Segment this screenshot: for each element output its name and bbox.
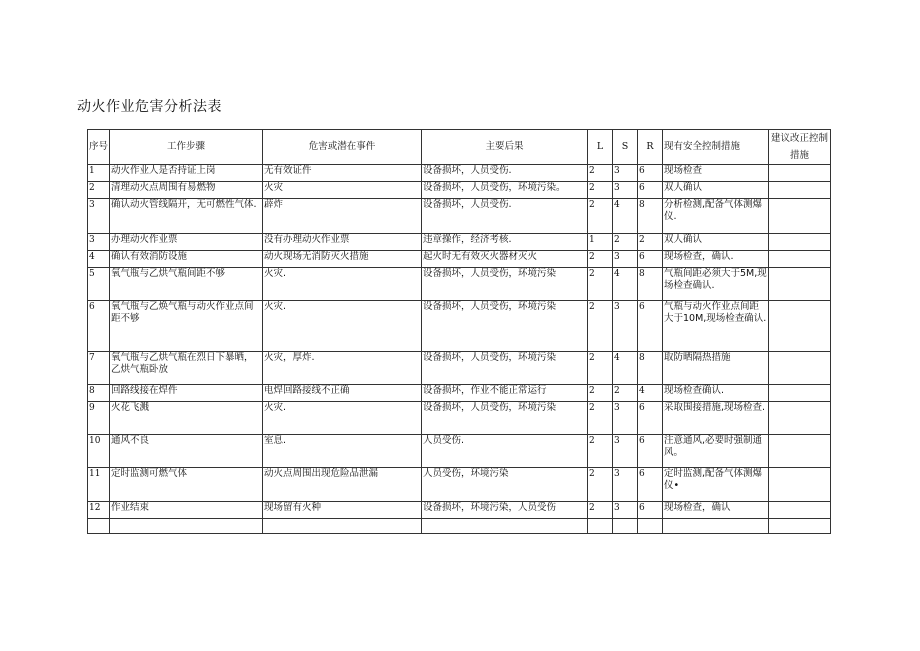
cell-step: 确认动火管线隔开，无可燃性气体. [110, 199, 263, 234]
cell-step: 氧气瓶与乙烘气瓶在烈日下暴晒，乙烘气瓶卧放 [110, 352, 263, 385]
table-row [88, 234, 831, 251]
cell-consequence: 设备损坏，人员受伤. [422, 165, 588, 182]
cell-step: 通风不良 [110, 435, 263, 468]
cell-seq: 1 [88, 165, 110, 182]
table-row [88, 502, 831, 519]
cell-s: 3 [613, 182, 638, 199]
table-row [88, 402, 831, 435]
cell-r: 6 [638, 502, 663, 519]
cell-l: 2 [588, 435, 613, 468]
cell-controls: 采取围接措施,现场检查. [663, 402, 769, 435]
cell-controls: 现场检查确认. [663, 385, 769, 402]
cell-r: 6 [638, 468, 663, 502]
cell-suggest [769, 385, 831, 402]
cell-r: 6 [638, 182, 663, 199]
cell-suggest [769, 352, 831, 385]
header-r: R [638, 130, 663, 165]
cell-consequence: 起火时无有效灭火器材灭火 [422, 251, 588, 268]
header-hazard: 危害或潜在事件 [263, 130, 422, 165]
table-row [88, 468, 831, 502]
cell-consequence: 设备损坏，人员受伤，环境污染 [422, 402, 588, 435]
cell-hazard: 薜炸 [263, 199, 422, 234]
cell-step: 清理动火点周围有易燃物 [110, 182, 263, 199]
cell-step: 确认有效消防设施 [110, 251, 263, 268]
cell-step: 氧气瓶与乙烘气瓶间距不够 [110, 268, 263, 301]
cell-consequence: 设备损坏，人员受伤，环境污染。 [422, 182, 588, 199]
cell-s: 2 [613, 385, 638, 402]
cell-r: 6 [638, 251, 663, 268]
cell-hazard: 现场留有火种 [263, 502, 422, 519]
cell-s: 4 [613, 268, 638, 301]
cell-l: 2 [588, 301, 613, 352]
cell-hazard: 室息. [263, 435, 422, 468]
cell-seq: 3 [88, 234, 110, 251]
cell-controls: 取防晒隔热措施 [663, 352, 769, 385]
cell-suggest [769, 502, 831, 519]
cell-hazard: 火灾，厚炸. [263, 352, 422, 385]
cell-r [638, 519, 663, 534]
page-title: 动火作业危害分析法表 [77, 99, 222, 115]
cell-s: 4 [613, 199, 638, 234]
cell-suggest [769, 268, 831, 301]
cell-seq: 9 [88, 402, 110, 435]
cell-consequence: 设备损坏，人员受伤，环境污染 [422, 352, 588, 385]
cell-seq: 7 [88, 352, 110, 385]
cell-controls [663, 519, 769, 534]
cell-l: 2 [588, 385, 613, 402]
cell-r: 8 [638, 199, 663, 234]
cell-consequence: 人员受伤，环境污染 [422, 468, 588, 502]
cell-l: 2 [588, 251, 613, 268]
cell-consequence: 设备损坏，人员受伤. [422, 199, 588, 234]
cell-s: 3 [613, 251, 638, 268]
cell-step: 氧气瓶与乙焕气瓶与动火作业点间距不够 [110, 301, 263, 352]
cell-hazard: 动火现场无消防灭火措施 [263, 251, 422, 268]
cell-s: 2 [613, 234, 638, 251]
cell-s: 3 [613, 402, 638, 435]
table-row [88, 352, 831, 385]
cell-controls: 现场检查 [663, 165, 769, 182]
cell-hazard [263, 519, 422, 534]
cell-l: 2 [588, 468, 613, 502]
table-row [88, 268, 831, 301]
cell-step: 办理动火作业票 [110, 234, 263, 251]
cell-suggest [769, 519, 831, 534]
cell-seq: 8 [88, 385, 110, 402]
cell-r: 6 [638, 402, 663, 435]
cell-s: 3 [613, 502, 638, 519]
table-row [88, 199, 831, 234]
header-row [88, 130, 831, 165]
cell-step: 火花飞溅 [110, 402, 263, 435]
cell-hazard: 电焊回路接线不正确 [263, 385, 422, 402]
cell-suggest [769, 468, 831, 502]
cell-r: 6 [638, 165, 663, 182]
cell-r: 6 [638, 301, 663, 352]
cell-hazard: 火灾. [263, 268, 422, 301]
cell-hazard: 无有效证件 [263, 165, 422, 182]
header-suggest: 建议改正控制措施 [769, 130, 831, 165]
cell-l: 2 [588, 199, 613, 234]
cell-controls: 分析检测,配备气体测爆仪. [663, 199, 769, 234]
cell-s: 3 [613, 435, 638, 468]
cell-l: 2 [588, 402, 613, 435]
cell-controls: 双人确认 [663, 234, 769, 251]
cell-step: 回路线接在焊件 [110, 385, 263, 402]
cell-seq: 2 [88, 182, 110, 199]
cell-hazard: 动火点周围出现危险品泄漏 [263, 468, 422, 502]
cell-controls: 气瓶与动火作业点间距大于10M,现场检查确认. [663, 301, 769, 352]
header-seq: 序号 [88, 130, 110, 165]
header-s: S [613, 130, 638, 165]
cell-l: 2 [588, 182, 613, 199]
cell-l: 2 [588, 165, 613, 182]
table-row [88, 519, 831, 534]
cell-s: 3 [613, 165, 638, 182]
cell-l [588, 519, 613, 534]
cell-seq [88, 519, 110, 534]
cell-hazard: 没有办理动火作业票 [263, 234, 422, 251]
cell-r: 4 [638, 385, 663, 402]
table-row [88, 251, 831, 268]
cell-controls: 现场检查，确认. [663, 251, 769, 268]
cell-hazard: 火灾 [263, 182, 422, 199]
cell-suggest [769, 234, 831, 251]
table-row [88, 385, 831, 402]
cell-s [613, 519, 638, 534]
cell-controls: 气瓶间距必须大于5M,现场检查确认. [663, 268, 769, 301]
cell-seq: 12 [88, 502, 110, 519]
cell-r: 8 [638, 268, 663, 301]
header-controls: 现有安全控制措施 [663, 130, 769, 165]
cell-consequence: 设备损坏，人员受伤，环境污染 [422, 268, 588, 301]
cell-consequence: 设备损坏，作业不能正常运行 [422, 385, 588, 402]
header-consequence: 主要后果 [422, 130, 588, 165]
header-l: L [588, 130, 613, 165]
cell-step: 作业结束 [110, 502, 263, 519]
hazard-analysis-table [87, 129, 831, 534]
cell-consequence: 设备损坏，环境污染，人员受伤 [422, 502, 588, 519]
cell-seq: 3 [88, 199, 110, 234]
cell-consequence: 设备损坏，人员受伤，环境污染 [422, 301, 588, 352]
cell-step: 定时监测可燃气体 [110, 468, 263, 502]
cell-s: 3 [613, 468, 638, 502]
cell-suggest [769, 182, 831, 199]
cell-l: 2 [588, 352, 613, 385]
cell-controls: 定时监测,配备气体测爆仪• [663, 468, 769, 502]
table-row [88, 165, 831, 182]
cell-controls: 现场检查，确认 [663, 502, 769, 519]
cell-consequence [422, 519, 588, 534]
cell-suggest [769, 435, 831, 468]
cell-step: 动火作业人是否持证上岗 [110, 165, 263, 182]
cell-l: 1 [588, 234, 613, 251]
table-row [88, 435, 831, 468]
table-row [88, 301, 831, 352]
cell-step [110, 519, 263, 534]
cell-hazard: 火灾. [263, 402, 422, 435]
cell-l: 2 [588, 268, 613, 301]
table-row [88, 182, 831, 199]
cell-suggest [769, 402, 831, 435]
cell-r: 2 [638, 234, 663, 251]
cell-s: 4 [613, 352, 638, 385]
cell-r: 8 [638, 352, 663, 385]
cell-consequence: 人员受伤. [422, 435, 588, 468]
cell-controls: 注意通风,必要时强制通风。 [663, 435, 769, 468]
header-step: 工作步骤 [110, 130, 263, 165]
cell-seq: 11 [88, 468, 110, 502]
cell-seq: 5 [88, 268, 110, 301]
cell-hazard: 火灾. [263, 301, 422, 352]
cell-suggest [769, 199, 831, 234]
cell-s: 3 [613, 301, 638, 352]
cell-suggest [769, 301, 831, 352]
cell-controls: 双人确认 [663, 182, 769, 199]
cell-seq: 10 [88, 435, 110, 468]
cell-consequence: 违章操作，经济考核. [422, 234, 588, 251]
cell-suggest [769, 165, 831, 182]
cell-suggest [769, 251, 831, 268]
cell-seq: 6 [88, 301, 110, 352]
cell-r: 6 [638, 435, 663, 468]
cell-l: 2 [588, 502, 613, 519]
cell-seq: 4 [88, 251, 110, 268]
